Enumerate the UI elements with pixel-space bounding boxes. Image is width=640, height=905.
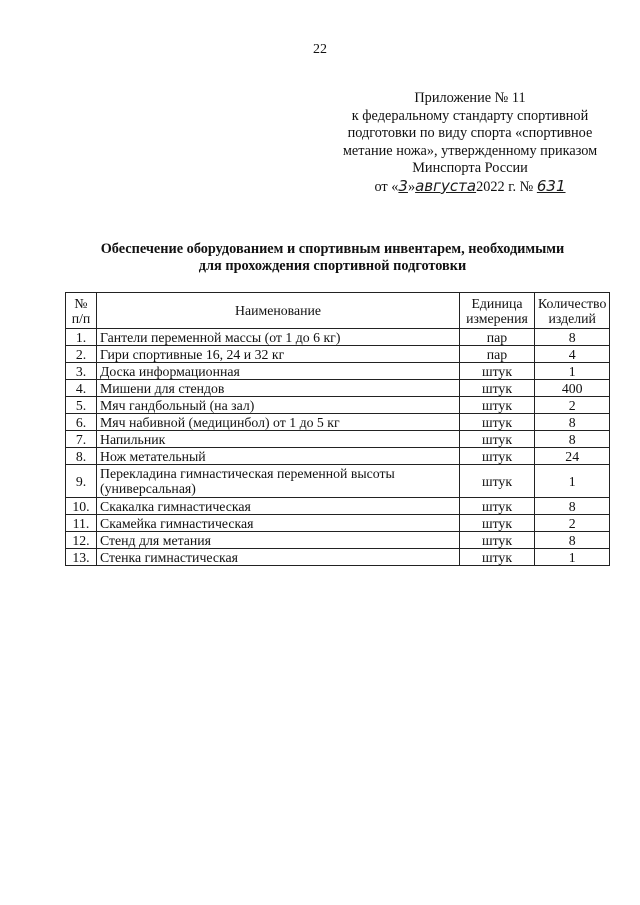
table-row xyxy=(66,363,610,380)
cell-name: Стенка гимнастическая xyxy=(97,549,460,566)
title-line: Обеспечение оборудованием и спортивным инвентарем, необходимыми xyxy=(100,241,565,257)
appendix-line: Минспорта России xyxy=(412,160,528,177)
cell-unit: штук xyxy=(460,363,535,380)
cell-name: Перекладина гимнастическая переменной высоты (универсальная) xyxy=(97,465,460,498)
cell-num: 3. xyxy=(66,363,97,380)
cell-name: Напильник xyxy=(97,431,460,448)
cell-unit: штук xyxy=(460,414,535,431)
cell-name: Скакалка гимнастическая xyxy=(97,498,460,515)
header-num: № п/п xyxy=(66,293,97,329)
cell-num: 1. xyxy=(66,329,97,346)
cell-num: 10. xyxy=(66,498,97,515)
table-row xyxy=(66,515,610,532)
handwritten-month: августа xyxy=(415,176,477,195)
cell-qty: 8 xyxy=(535,329,610,346)
cell-name: Стенд для метания xyxy=(97,532,460,549)
appendix-line: Приложение № 11 xyxy=(414,90,526,106)
cell-qty: 2 xyxy=(535,515,610,532)
cell-qty: 1 xyxy=(535,465,610,498)
cell-unit: пар xyxy=(460,329,535,346)
header-name: Наименование xyxy=(97,293,460,329)
table-row xyxy=(66,498,610,515)
cell-qty: 1 xyxy=(535,549,610,566)
cell-name: Мяч гандбольный (на зал) xyxy=(97,397,460,414)
table-row xyxy=(66,346,610,363)
cell-qty: 4 xyxy=(535,346,610,363)
cell-unit: штук xyxy=(460,397,535,414)
title-line: для прохождения спортивной подготовки xyxy=(198,258,467,274)
date-separator: » xyxy=(407,178,416,195)
cell-qty: 400 xyxy=(535,380,610,397)
cell-name: Мишени для стендов xyxy=(97,380,460,397)
table-row xyxy=(66,431,610,448)
cell-unit: штук xyxy=(460,532,535,549)
cell-qty: 8 xyxy=(535,532,610,549)
cell-num: 6. xyxy=(66,414,97,431)
appendix-line: подготовки по виду спорта «спортивное xyxy=(347,125,593,142)
page-number: 22 xyxy=(313,42,327,57)
cell-num: 5. xyxy=(66,397,97,414)
date-year: 2022 г. № xyxy=(476,178,534,195)
cell-qty: 8 xyxy=(535,498,610,515)
cell-qty: 24 xyxy=(535,448,610,465)
table-row xyxy=(66,380,610,397)
cell-num: 9. xyxy=(66,465,97,498)
cell-num: 2. xyxy=(66,346,97,363)
cell-num: 11. xyxy=(66,515,97,532)
cell-unit: штук xyxy=(460,549,535,566)
cell-unit: штук xyxy=(460,448,535,465)
handwritten-order-number: 631 xyxy=(536,176,566,195)
cell-qty: 8 xyxy=(535,431,610,448)
cell-name: Гантели переменной массы (от 1 до 6 кг) xyxy=(97,329,460,346)
appendix-line: к федеральному стандарту спортивной xyxy=(351,107,589,124)
appendix-block xyxy=(330,90,610,197)
document-title xyxy=(60,241,605,275)
cell-name: Мяч набивной (медицинбол) от 1 до 5 кг xyxy=(97,414,460,431)
table-row xyxy=(66,465,610,498)
cell-num: 7. xyxy=(66,431,97,448)
cell-qty: 1 xyxy=(535,363,610,380)
cell-qty: 8 xyxy=(535,414,610,431)
table-header-row xyxy=(66,293,610,329)
cell-name: Гири спортивные 16, 24 и 32 кг xyxy=(97,346,460,363)
table-row xyxy=(66,414,610,431)
order-date-line xyxy=(330,178,610,197)
cell-unit: штук xyxy=(460,515,535,532)
equipment-table xyxy=(65,292,610,566)
cell-name: Нож метательный xyxy=(97,448,460,465)
cell-unit: штук xyxy=(460,380,535,397)
cell-num: 13. xyxy=(66,549,97,566)
header-unit: Единица измерения xyxy=(460,293,535,329)
table-row xyxy=(66,397,610,414)
header-qty: Количество изделий xyxy=(535,293,610,329)
cell-num: 12. xyxy=(66,532,97,549)
table-row xyxy=(66,448,610,465)
cell-name: Доска информационная xyxy=(97,363,460,380)
appendix-line: метание ножа», утвержденному приказом xyxy=(342,142,598,159)
table-row xyxy=(66,532,610,549)
table-row xyxy=(66,549,610,566)
cell-num: 4. xyxy=(66,380,97,397)
cell-unit: штук xyxy=(460,431,535,448)
cell-qty: 2 xyxy=(535,397,610,414)
cell-name: Скамейка гимнастическая xyxy=(97,515,460,532)
cell-unit: пар xyxy=(460,346,535,363)
date-prefix: от « xyxy=(374,178,399,195)
cell-unit: штук xyxy=(460,498,535,515)
handwritten-day: 3 xyxy=(398,176,408,195)
table-row xyxy=(66,329,610,346)
cell-num: 8. xyxy=(66,448,97,465)
cell-unit: штук xyxy=(460,465,535,498)
